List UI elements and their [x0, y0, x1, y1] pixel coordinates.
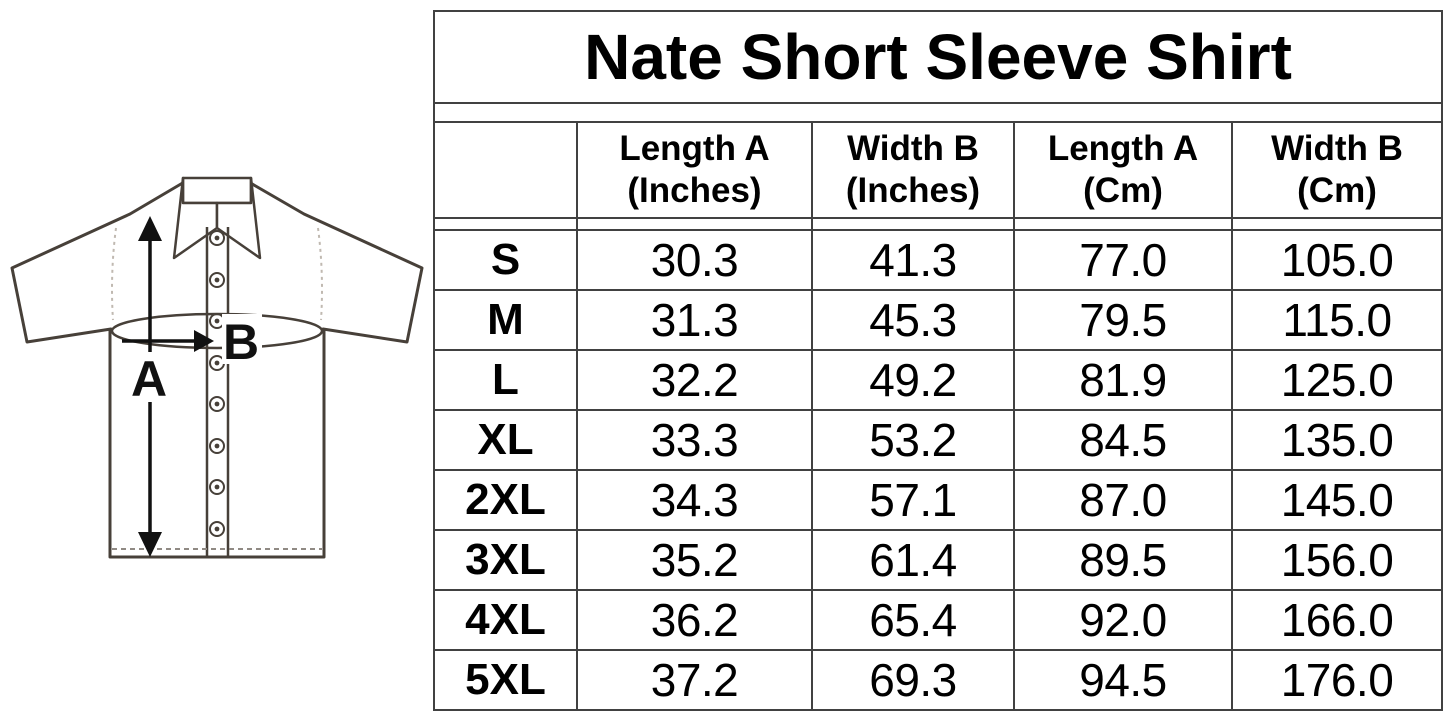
header-width-cm: [1232, 122, 1442, 218]
length-inches-value: 30.3: [577, 230, 812, 290]
header-line1: Length A: [619, 129, 770, 168]
length-cm-value: 89.5: [1014, 530, 1232, 590]
length-cm-value: 87.0: [1014, 470, 1232, 530]
width-cm-value: 156.0: [1232, 530, 1442, 590]
header-size: [434, 122, 577, 218]
collar-band: [183, 178, 251, 203]
width-cm-value: 145.0: [1232, 470, 1442, 530]
length-cm-value: 81.9: [1014, 350, 1232, 410]
header-width-inches: [812, 122, 1014, 218]
width-inches-value: 57.1: [812, 470, 1014, 530]
size-label: S: [434, 230, 577, 290]
size-chart-table: [433, 10, 1443, 711]
title-row: [434, 11, 1442, 103]
size-label: 4XL: [434, 590, 577, 650]
length-inches-value: 36.2: [577, 590, 812, 650]
spacer-cell: [1014, 218, 1232, 230]
size-label: M: [434, 290, 577, 350]
width-cm-value: 115.0: [1232, 290, 1442, 350]
size-label: XL: [434, 410, 577, 470]
width-cm-value: 125.0: [1232, 350, 1442, 410]
width-inches-value: 45.3: [812, 290, 1014, 350]
length-cm-value: 92.0: [1014, 590, 1232, 650]
width-inches-value: 41.3: [812, 230, 1014, 290]
length-inches-value: 33.3: [577, 410, 812, 470]
length-cm-value: 77.0: [1014, 230, 1232, 290]
header-line1: Length A: [1047, 129, 1199, 168]
length-inches-value: 37.2: [577, 650, 812, 710]
header-line2: (Inches): [627, 171, 762, 210]
length-inches-value: 32.2: [577, 350, 812, 410]
length-cm-value: 94.5: [1014, 650, 1232, 710]
width-inches-value: 65.4: [812, 590, 1014, 650]
table-row-3xl: [434, 530, 1442, 590]
spacer-cell: [1232, 218, 1442, 230]
length-cm-value: 84.5: [1014, 410, 1232, 470]
length-inches-value: 35.2: [577, 530, 812, 590]
page-title: Nate Short Sleeve Shirt: [584, 21, 1292, 93]
header-line2: (Inches): [845, 171, 981, 210]
table-row-l: [434, 350, 1442, 410]
length-inches-value: 31.3: [577, 290, 812, 350]
width-cm-value: 105.0: [1232, 230, 1442, 290]
table-row-4xl: [434, 590, 1442, 650]
header-row: [434, 122, 1442, 218]
table-row-xl: [434, 410, 1442, 470]
length-label: A: [130, 351, 168, 407]
width-cm-value: 166.0: [1232, 590, 1442, 650]
width-inches-value: 69.3: [812, 650, 1014, 710]
spacer-cell: [812, 218, 1014, 230]
size-label: L: [434, 350, 577, 410]
spacer-cell: [434, 218, 577, 230]
length-inches-value: 34.3: [577, 470, 812, 530]
width-inches-value: 61.4: [812, 530, 1014, 590]
width-cm-value: 135.0: [1232, 410, 1442, 470]
spacer-cell: [577, 218, 812, 230]
shirt-diagram: [0, 0, 433, 723]
header-length-cm: [1014, 122, 1232, 218]
header-length-inches: [577, 122, 812, 218]
table-row-m: [434, 290, 1442, 350]
spacer-row-mid: [434, 218, 1442, 230]
size-label: 5XL: [434, 650, 577, 710]
table-row-s: [434, 230, 1442, 290]
size-label: 2XL: [434, 470, 577, 530]
width-cm-value: 176.0: [1232, 650, 1442, 710]
chart-title-cell: [434, 11, 1442, 103]
header-line2: (Cm): [1297, 171, 1377, 210]
spacer-row-top: [434, 103, 1442, 122]
table-row-2xl: [434, 470, 1442, 530]
header-line1: Width B: [1271, 129, 1403, 168]
table-row-5xl: [434, 650, 1442, 710]
length-cm-value: 79.5: [1014, 290, 1232, 350]
width-label: B: [222, 314, 260, 370]
spacer-cell: [434, 103, 1442, 122]
width-inches-value: 49.2: [812, 350, 1014, 410]
size-label: 3XL: [434, 530, 577, 590]
header-line1: Width B: [847, 129, 979, 168]
width-inches-value: 53.2: [812, 410, 1014, 470]
header-line2: (Cm): [1083, 171, 1163, 210]
